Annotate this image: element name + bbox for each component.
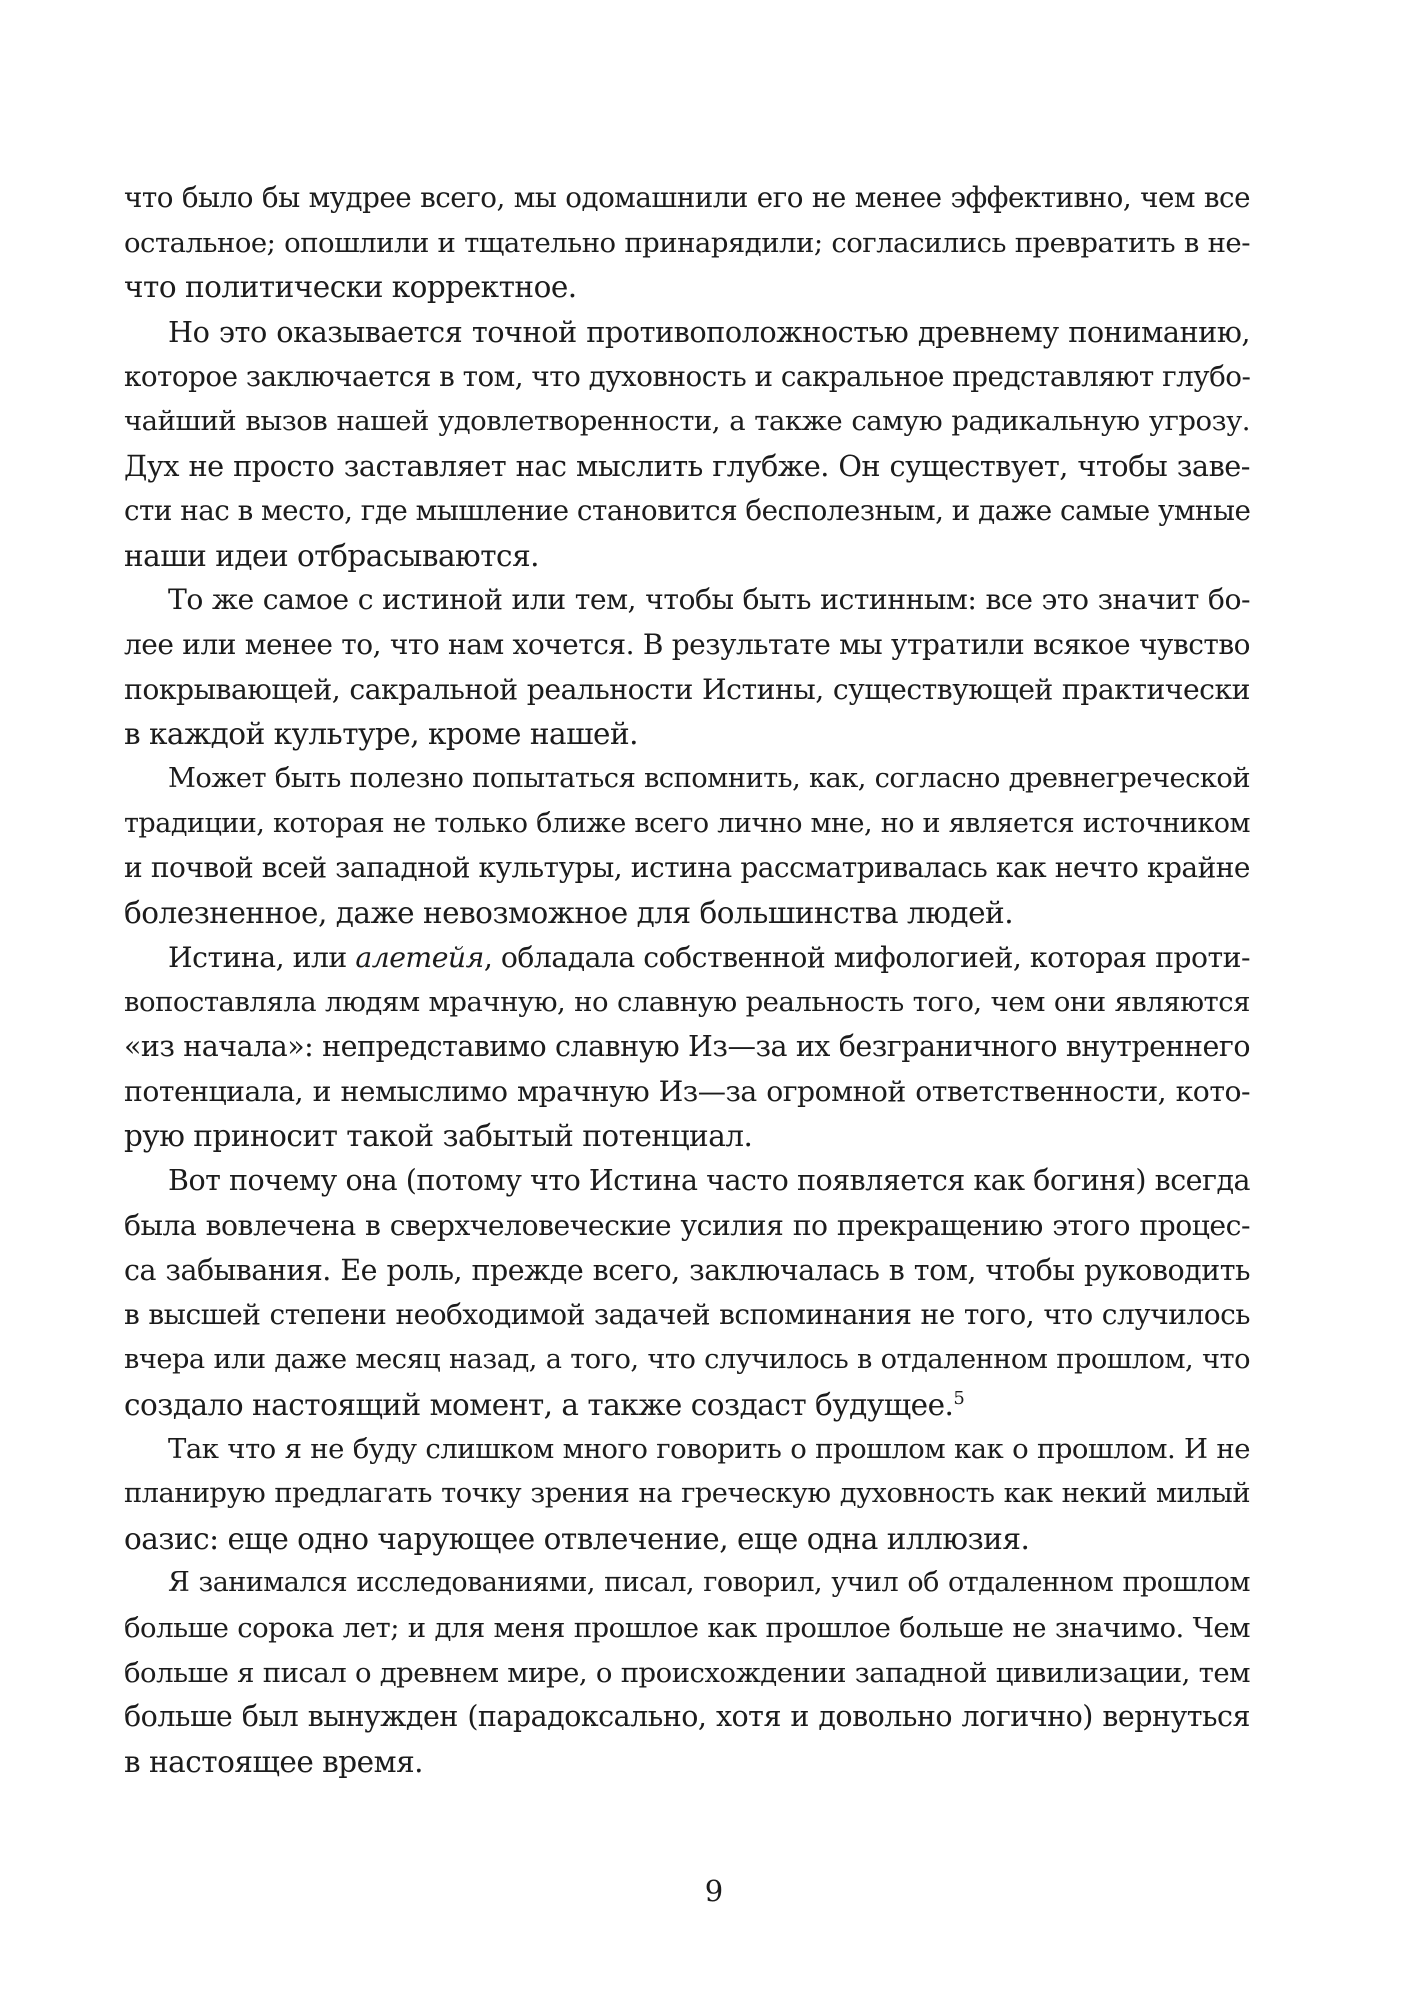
line-text: потенциала, и немыслимо мрачную Из—за огромной ответственности, кото-: [124, 1074, 1250, 1108]
text-line: [124, 1517, 1250, 1562]
text-line: [124, 936, 1250, 981]
line-text: что было бы мудрее всего, мы одомашнили его не менее эффективно, чем все: [124, 181, 1250, 214]
line-text: больше был вынужден (парадоксально, хотя и довольно логично) вернуться: [124, 1700, 1250, 1734]
text-line: [124, 980, 1250, 1025]
line-text: сти нас в место, где мышление становится бесполезным, и даже самые умные: [124, 493, 1251, 527]
line-text: планирую предлагать точку зрения на греческую духовность как некий милый: [124, 1477, 1250, 1509]
text-line: [124, 668, 1250, 713]
line-text: болезненное, даже невозможное для большинства людей.: [124, 896, 1014, 930]
line-text: в каждой культуре, кроме нашей.: [124, 717, 639, 752]
text-line: [124, 1204, 1250, 1249]
line-text: в высшей степени необходимой задачей вспоминания не того, что случилось: [124, 1298, 1250, 1332]
text-line: [124, 846, 1250, 891]
text-line: [124, 1651, 1250, 1696]
line-text: больше я писал о древнем мире, о происхождении западной цивилизации, тем: [124, 1656, 1250, 1689]
line-text: чайший вызов нашей удовлетворенности, а также самую радикальную угрозу.: [124, 405, 1250, 438]
paragraph: [124, 310, 1250, 578]
paragraph: [124, 1427, 1250, 1561]
text-line: [124, 176, 1250, 221]
text-line: [124, 1427, 1250, 1472]
page-number: 9: [704, 1874, 724, 1908]
text-line: [124, 1472, 1250, 1517]
text-line: [124, 355, 1250, 400]
paragraph: [124, 936, 1250, 1159]
line-text: покрывающей, сакральной реальности Истины, существующей практически: [124, 672, 1250, 706]
line-text: Истина, или алетейя, обладала собственной мифологией, которая проти-: [168, 940, 1250, 974]
footnote-reference[interactable]: 5: [953, 1387, 965, 1409]
text-line: [124, 1159, 1250, 1204]
text-line: [124, 1070, 1250, 1115]
paragraph: [124, 757, 1250, 936]
line-text: рую приносит такой забытый потенциал.: [124, 1119, 753, 1154]
line-text: остальное; опошлили и тщательно принарядили; согласились превратить в не-: [124, 226, 1250, 259]
line-text: что политически корректное.: [124, 270, 577, 305]
text-line: [124, 1561, 1250, 1606]
italic-term: алетейя: [355, 940, 484, 974]
paragraph: [124, 578, 1250, 757]
text-line: [124, 265, 1250, 310]
text-line: [124, 891, 1250, 936]
line-text: лее или менее то, что нам хочется. В результате мы утратили всякое чувство: [124, 627, 1250, 661]
text-line: [124, 444, 1250, 489]
text-line: [124, 221, 1250, 266]
paragraph: [124, 176, 1250, 310]
text-line: [124, 1740, 1250, 1785]
line-text: вчера или даже месяц назад, а того, что случилось в отдаленном прошлом, что: [124, 1343, 1250, 1375]
line-text: больше сорока лет; и для меня прошлое как прошлое больше не значимо. Чем: [124, 1612, 1250, 1644]
text-line: [124, 712, 1250, 757]
text-line: [124, 1293, 1250, 1338]
line-text: Я занимался исследованиями, писал, говорил, учил об отдаленном прошлом: [168, 1567, 1250, 1599]
text-line: [124, 1383, 1250, 1428]
text-line: [124, 578, 1250, 623]
line-text: вопоставляла людям мрачную, но славную реальность того, чем они являются: [124, 986, 1250, 1019]
line-text: оазис: еще одно чарующее отвлечение, еще одна иллюзия.: [124, 1521, 1030, 1556]
text-line: [124, 534, 1250, 579]
body-text: [124, 176, 1250, 1785]
text-line: [124, 1249, 1250, 1294]
line-text: То же самое с истиной или тем, чтобы быть истинным: все это значит бо-: [168, 583, 1250, 617]
line-text: традиции, которая не только ближе всего лично мне, но и является источником: [124, 807, 1250, 839]
text-line: [124, 623, 1250, 668]
text-line: [124, 1338, 1250, 1383]
line-text: в настоящее время.: [124, 1745, 424, 1780]
text-line: [124, 1114, 1250, 1159]
text-line: [124, 1606, 1250, 1651]
line-text: Может быть полезно попытаться вспомнить, как, согласно древнегреческой: [168, 762, 1250, 794]
line-text: Но это оказывается точной противоположностью древнему пониманию,: [168, 315, 1250, 350]
text-line: [124, 399, 1250, 444]
line-text: которое заключается в том, что духовность и сакральное представляют глубо-: [124, 359, 1251, 393]
text-line: [124, 310, 1250, 355]
line-text: Вот почему она (потому что Истина часто появляется как богиня) всегда: [168, 1164, 1250, 1198]
text-line: [124, 757, 1250, 802]
line-text: Дух не просто заставляет нас мыслить глубже. Он существует, чтобы заве-: [124, 449, 1250, 484]
line-text: и почвой всей западной культуры, истина рассматривалась как нечто крайне: [124, 851, 1250, 885]
line-text: создало настоящий момент, а также создаст будущее.: [124, 1387, 954, 1422]
paragraph: [124, 1159, 1250, 1427]
text-line: [124, 802, 1250, 847]
paragraph: [124, 1561, 1250, 1784]
text-line: [124, 489, 1250, 534]
text-line: [124, 1025, 1250, 1070]
text-line: [124, 1695, 1250, 1740]
line-text: «из начала»: непредставимо славную Из—за их безграничного внутреннего: [124, 1030, 1250, 1064]
line-text: са забывания. Ее роль, прежде всего, заключалась в том, чтобы руководить: [124, 1253, 1250, 1287]
line-text: была вовлечена в сверхчеловеческие усилия по прекращению этого процес-: [124, 1208, 1250, 1242]
line-text: Так что я не буду слишком много говорить о прошлом как о прошлом. И не: [168, 1433, 1250, 1466]
line-text: наши идеи отбрасываются.: [124, 538, 540, 573]
